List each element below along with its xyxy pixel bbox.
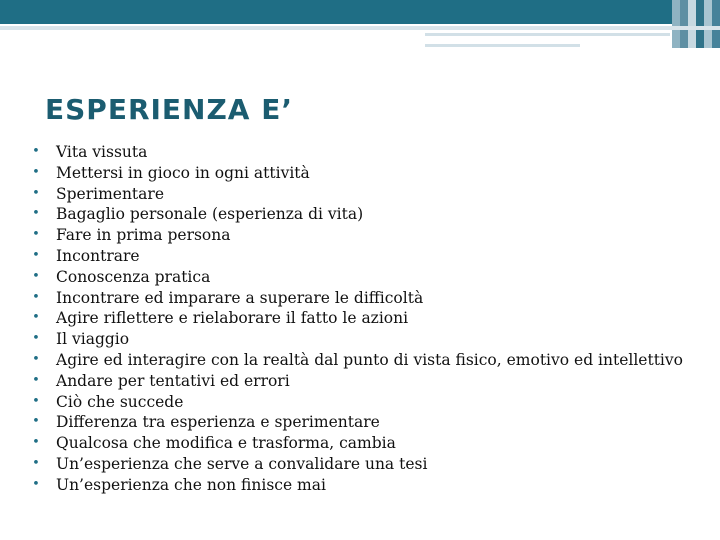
bullet-text: Sperimentare	[56, 184, 164, 203]
header-stripe	[704, 0, 712, 48]
bullet-item	[30, 267, 690, 288]
bullet-text: Agire ed interagire con la realtà dal punto di vista fisico, emotivo ed intellettivo	[56, 350, 683, 369]
bullet-dot-icon: •	[32, 268, 40, 284]
bullet-item	[30, 204, 690, 225]
bullet-dot-icon: •	[32, 372, 40, 388]
bullet-item	[30, 142, 690, 163]
bullet-dot-icon: •	[32, 351, 40, 367]
bullet-text: Differenza tra esperienza e sperimentare	[56, 413, 380, 432]
bullet-text: Vita vissuta	[56, 143, 148, 161]
bullet-item	[30, 350, 690, 371]
header-stripe	[672, 0, 680, 48]
header-accent-line	[425, 33, 670, 36]
bullet-text: Qualcosa che modifica e trasforma, cambia	[56, 434, 396, 453]
bullet-text: Ciò che succede	[56, 392, 184, 411]
bullet-dot-icon: •	[32, 393, 40, 409]
bullet-dot-icon: •	[32, 455, 40, 471]
bullet-item	[30, 412, 690, 433]
bullet-text: Incontrare	[56, 246, 140, 265]
bullet-item	[30, 475, 690, 496]
bullet-item	[30, 329, 690, 350]
bullet-text: Il viaggio	[56, 330, 130, 349]
bullet-text: Incontrare ed imparare a superare le difficoltà	[56, 288, 424, 307]
bullet-dot-icon: •	[32, 144, 40, 159]
bullet-text: Bagaglio personale (esperienza di vita)	[56, 205, 364, 224]
bullet-text: Mettersi in gioco in ogni attività	[56, 163, 310, 182]
header-bar	[0, 0, 720, 24]
bullet-item	[30, 225, 690, 246]
bullet-dot-icon: •	[32, 331, 40, 347]
bullet-dot-icon: •	[32, 227, 40, 243]
header-stripe	[712, 0, 720, 48]
bullet-dot-icon: •	[32, 164, 40, 180]
bullet-item	[30, 163, 690, 184]
bullet-list	[30, 142, 690, 496]
bullet-dot-icon: •	[32, 289, 40, 305]
bullet-text: Un’esperienza che non finisce mai	[56, 475, 326, 494]
bullet-text: Fare in prima persona	[56, 226, 231, 245]
bullet-item	[30, 308, 690, 329]
bullet-dot-icon: •	[32, 206, 40, 222]
bullet-text: Agire riflettere e rielaborare il fatto le azioni	[56, 309, 409, 328]
bullet-dot-icon: •	[32, 435, 40, 451]
slide-title: ESPERIENZA E’	[45, 93, 293, 126]
bullet-text: Un’esperienza che serve a convalidare una tesi	[56, 454, 428, 473]
bullet-dot-icon: •	[32, 185, 40, 201]
header-accent-line-short	[425, 44, 580, 47]
bullet-item	[30, 246, 690, 267]
header-stripe	[688, 0, 696, 48]
bullet-item	[30, 288, 690, 309]
bullet-text: Andare per tentativi ed errori	[56, 371, 290, 390]
header-divider	[0, 26, 720, 30]
header-stripe	[696, 0, 704, 48]
header-stripes	[672, 0, 720, 48]
bullet-text: Conoscenza pratica	[56, 267, 211, 286]
bullet-dot-icon: •	[32, 247, 40, 263]
bullet-item	[30, 371, 690, 392]
bullet-item	[30, 454, 690, 475]
bullet-dot-icon: •	[32, 414, 40, 430]
bullet-item	[30, 392, 690, 413]
bullet-dot-icon: •	[32, 310, 40, 326]
header-stripe	[680, 0, 688, 48]
bullet-item	[30, 184, 690, 205]
bullet-dot-icon: •	[32, 476, 40, 492]
bullet-item	[30, 433, 690, 454]
